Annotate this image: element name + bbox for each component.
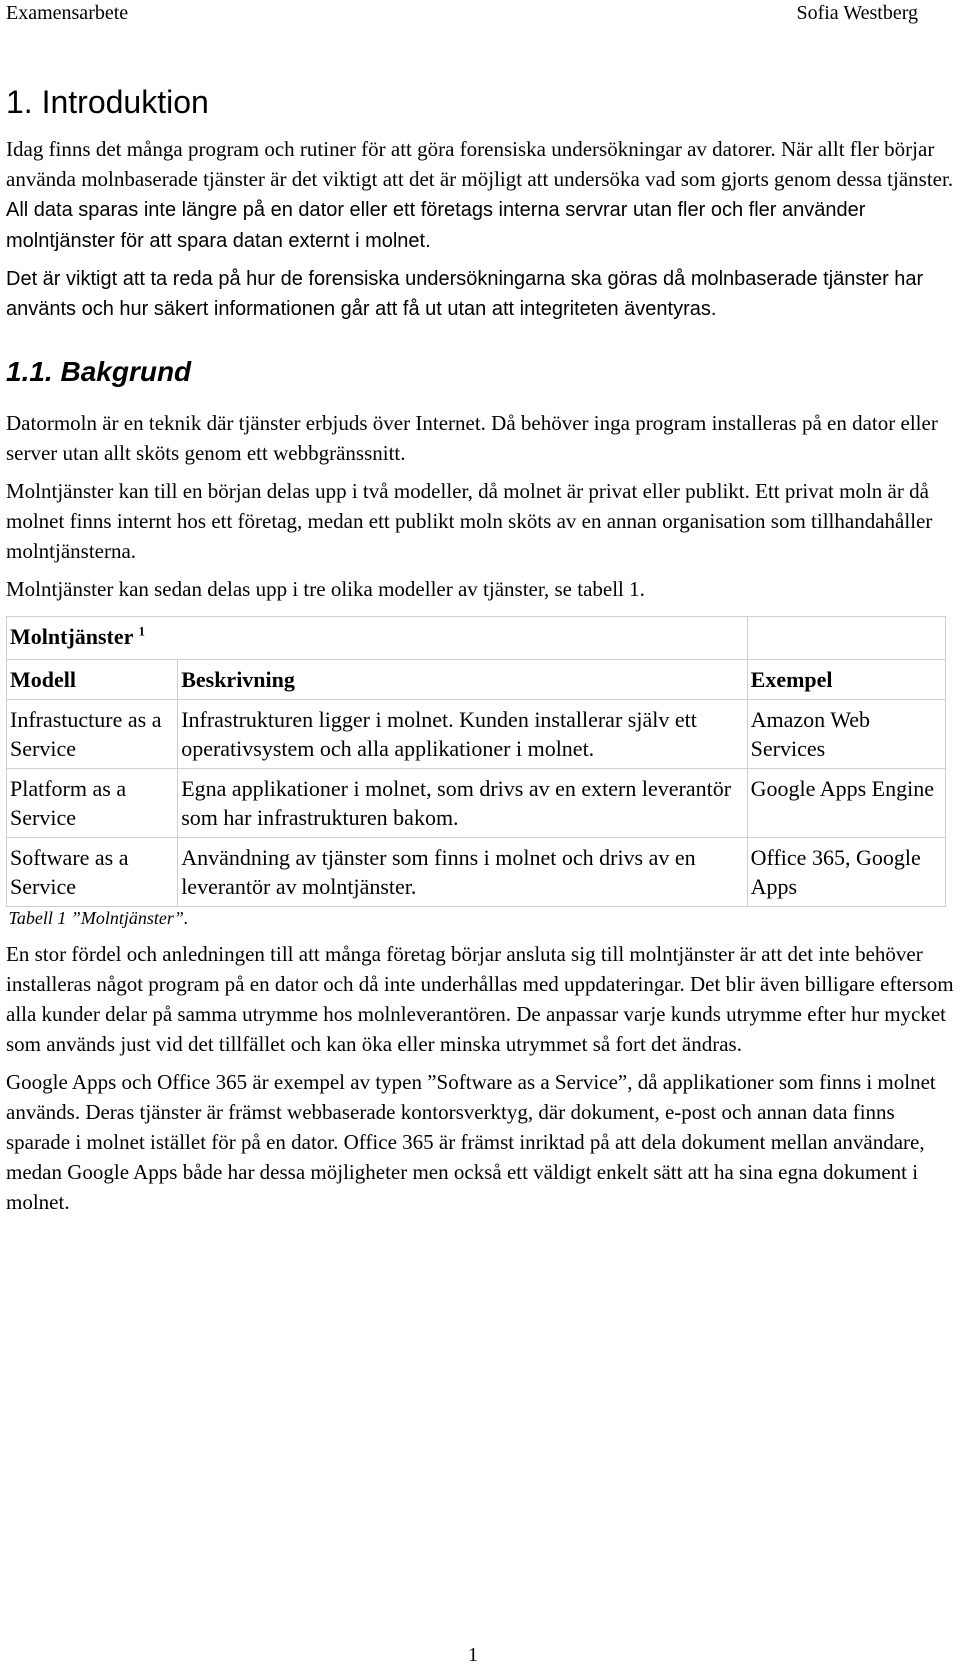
table-caption: Tabell 1 ”Molntjänster”. [8,908,189,928]
table-caption-row [7,617,946,660]
table-row [7,769,946,838]
table-cell-example: Office 365, Google Apps [747,838,945,907]
background-paragraph-2: Molntjänster kan till en början delas upp i två modeller, då molnet är privat eller publikt. Ett privat moln är då molnet finns internt hos ett företag, medan ett publikt moln sköts av en annan organisation som tillhandahåller molntjänsterna. [6,479,933,563]
header-right: Sofia Westberg [796,2,918,24]
background-paragraph-3: Molntjänster kan sedan delas upp i tre olika modeller av tjänster, se tabell 1. [6,577,645,601]
section-title-introduction: 1. Introduktion [6,84,209,120]
table-header-description: Beskrivning [178,660,747,700]
after-table-paragraph-2: Google Apps och Office 365 är exempel av typen ”Software as a Service”, då applikationer som finns i molnet används. Deras tjänster är främst webbaserade kontorsverktyg, där dokument, e-post och annan data finns sparade i molnet istället för på en dator. Office 365 är främst inriktad på att dela dokument mellan användare, medan Google Apps både har dessa möjligheter men också ett väldigt enkelt sätt att ha sina egna dokument i molnet. [6,1070,936,1214]
intro-paragraph-1-part1: Idag finns det många program och rutiner för att göra forensiska undersökningar av datorer. När allt fler börjar använda molnbaserade tjänster är det viktigt att det är möjligt att undersöka vad som gjorts genom dessa tjänster. [6,137,954,191]
table-header-example: Exempel [747,660,945,700]
table-cell-example: Google Apps Engine [747,769,945,838]
table-cell-description: Egna applikationer i molnet, som drivs av en extern leverantör som har infrastrukturen bakom. [178,769,747,838]
table-caption-cell [7,617,748,660]
table-caption-title: Molntjänster [10,624,134,649]
background-paragraph-1: Datormoln är en teknik där tjänster erbjuds över Internet. Då behöver inga program installeras på en dator eller server utan allt sköts genom ett webbgränssnitt. [6,411,938,465]
table-cell-description: Användning av tjänster som finns i molnet och drivs av en leverantör av molntjänster. [178,838,747,907]
intro-paragraph-2: Det är viktigt att ta reda på hur de forensiska undersökningarna ska göras då molnbaserade tjänster har använts och hur säkert informationen går att få ut utan att integriteten äventyras. [6,268,924,320]
table-cell-model: Software as a Service [7,838,178,907]
table-row [7,700,946,769]
header-left: Examensarbete [6,2,129,24]
table-header-model: Modell [7,660,178,700]
table-caption-footer-row [7,907,946,930]
intro-paragraph-1-part2: All data sparas inte längre på en dator eller ett företags interna servrar utan fler och fler använder molntjänster för att spara datan externt i molnet. [6,199,866,252]
table-cell-example: Amazon Web Services [747,700,945,769]
page-number: 1 [468,1644,478,1666]
table-cell-description: Infrastrukturen ligger i molnet. Kunden installerar själv ett operativsystem och alla applikationer i molnet. [178,700,747,769]
table-row [7,838,946,907]
after-table-paragraph-1: En stor fördel och anledningen till att många företag börjar ansluta sig till molntjänster är att det inte behöver installeras något program på en dator och då inte underhållas med uppdateringar. Det blir även billigare eftersom alla kunder delar på samma utrymme hos molnleverantören. De anpassar varje kunds utrymme efter hur mycket som används just vid det tillfället och kan öka eller minska utrymmet så fort det ändras. [6,942,954,1056]
table-cell-model: Platform as a Service [7,769,178,838]
services-table [6,616,946,929]
table-cell-model: Infrastucture as a Service [7,700,178,769]
section-title-background: 1.1. Bakgrund [6,356,192,387]
document-body [6,82,956,1225]
table-caption-footnote-marker: 1 [138,623,146,639]
table-header-row [7,660,946,700]
intro-paragraph-1 [6,134,956,256]
table-caption-empty-cell [747,617,945,660]
